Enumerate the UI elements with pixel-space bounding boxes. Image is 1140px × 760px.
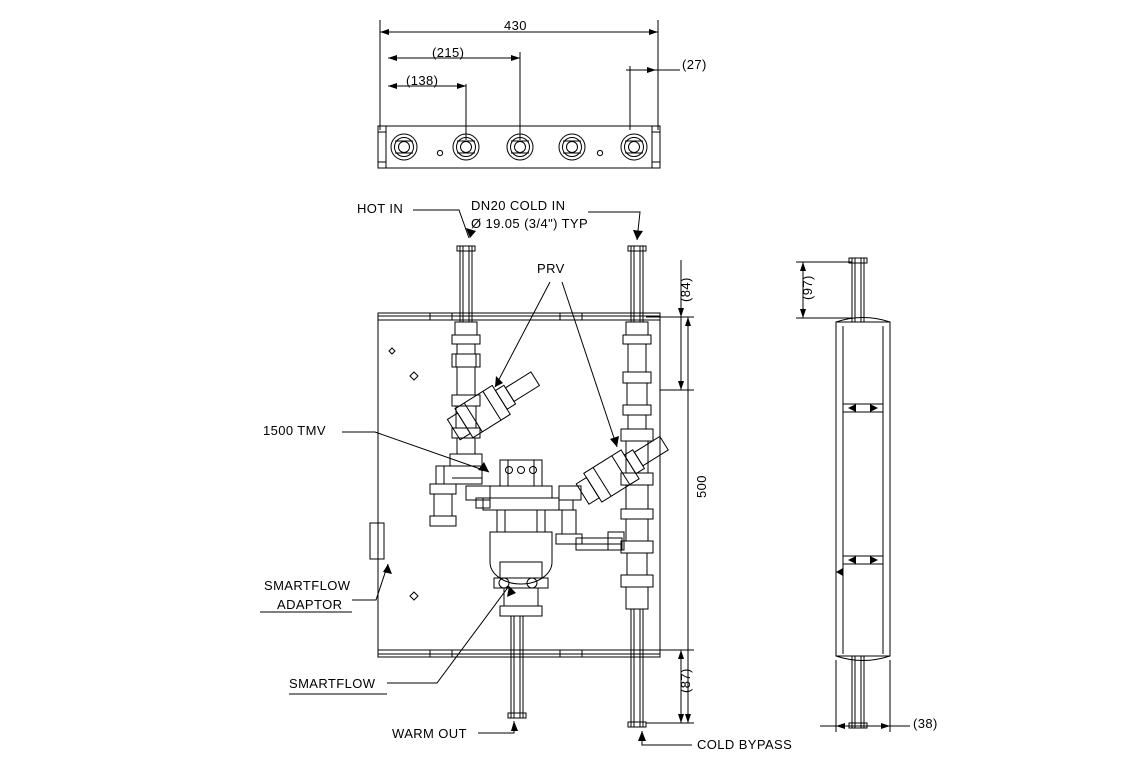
dim-87: (87) — [678, 668, 693, 693]
callout-smartflow-adaptor-line2: ADAPTOR — [277, 597, 343, 612]
warm-out-pipe — [508, 616, 526, 718]
dim-215: (215) — [432, 45, 465, 60]
dim-27: (27) — [682, 57, 707, 72]
dim-84: (84) — [678, 277, 693, 302]
top-view-geometry — [378, 20, 680, 168]
backplate-holes — [389, 348, 418, 600]
tmv-left-fittings — [466, 486, 582, 544]
cold-side-fittings — [621, 322, 653, 609]
hot-in-pipe — [457, 246, 475, 322]
dim-38: (38) — [913, 716, 938, 731]
dim-overall-height: 500 — [694, 475, 709, 498]
callout-cold-bypass: COLD BYPASS — [697, 737, 793, 752]
cold-in-pipe — [628, 246, 646, 322]
side-view-geometry — [796, 258, 910, 732]
callout-hot-in: HOT IN — [357, 201, 404, 216]
cross-connection — [576, 532, 624, 550]
front-view-geometry — [260, 210, 694, 745]
dim-overall-width: 430 — [504, 18, 527, 33]
callout-cold-in: DN20 COLD IN — [471, 198, 566, 213]
dim-138: (138) — [406, 73, 439, 88]
cold-bypass-pipe — [628, 609, 646, 727]
callout-smartflow: SMARTFLOW — [289, 676, 376, 691]
callout-smartflow-adaptor-line1: SMARTFLOW — [264, 578, 351, 593]
callout-prv: PRV — [537, 261, 565, 276]
prv-left — [445, 364, 544, 444]
callout-cold-in-spec: Ø 19.05 (3/4") TYP — [471, 216, 589, 231]
callout-warm-out: WARM OUT — [392, 726, 467, 741]
smartflow-adaptor-box — [370, 523, 384, 559]
tmv-body — [483, 460, 559, 616]
dim-97: (97) — [800, 275, 815, 300]
top-view-ports — [391, 134, 647, 160]
hot-side-fittings — [430, 322, 482, 526]
callout-1500-tmv: 1500 TMV — [263, 423, 326, 438]
